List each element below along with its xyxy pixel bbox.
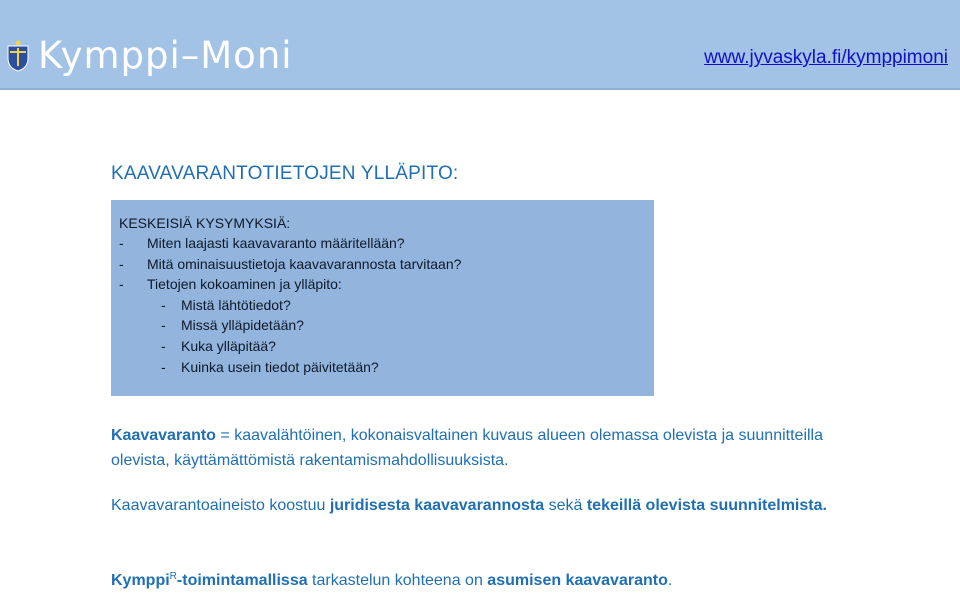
question-item: - Tietojen kokoaminen ja ylläpito: (119, 276, 342, 293)
coat-of-arms-icon (6, 40, 30, 72)
key-questions-heading: KESKEISIÄ KYSYMYKSIÄ: (119, 215, 291, 231)
question-subitem: - Missä ylläpidetään? (161, 317, 304, 334)
composition-paragraph: Kaavavarantoaineisto koostuu juridisesta kaavavarannosta sekä tekeillä olevista suunnitelmista. (111, 497, 827, 514)
slide-title: KAAVAVARANTOTIETOJEN YLLÄPITO: (111, 163, 459, 184)
term-kaavavaranto: Kaavavaranto (111, 427, 216, 444)
question-subitem: - Mistä lähtötiedot? (161, 296, 291, 313)
question-subitem: - Kuinka usein tiedot päivitetään? (161, 358, 379, 375)
question-subitem: - Kuka ylläpitää? (161, 337, 276, 354)
definition-paragraph: Kaavavaranto = kaavalähtöinen, kokonaisvaltainen kuvaus alueen olemassa olevista ja suunnitteilla olevista, käyttämättömistä rakentamismahdollisuuksista. (111, 427, 824, 469)
key-questions-box (111, 200, 654, 396)
question-item: - Miten laajasti kaavavaranto määritellään? (119, 235, 405, 251)
question-item: - Mitä ominaisuustietoja kaavavarannosta tarvitaan? (119, 255, 462, 272)
logo-text: Kymppi–Moni (38, 34, 293, 77)
site-link[interactable]: www.jyvaskyla.fi/kymppimoni (704, 47, 948, 68)
model-paragraph: Kymppi$^R$-toimintamallissa tarkastelun kohteena on asumisen kaavavaranto. (111, 571, 673, 589)
header-band (0, 0, 960, 90)
